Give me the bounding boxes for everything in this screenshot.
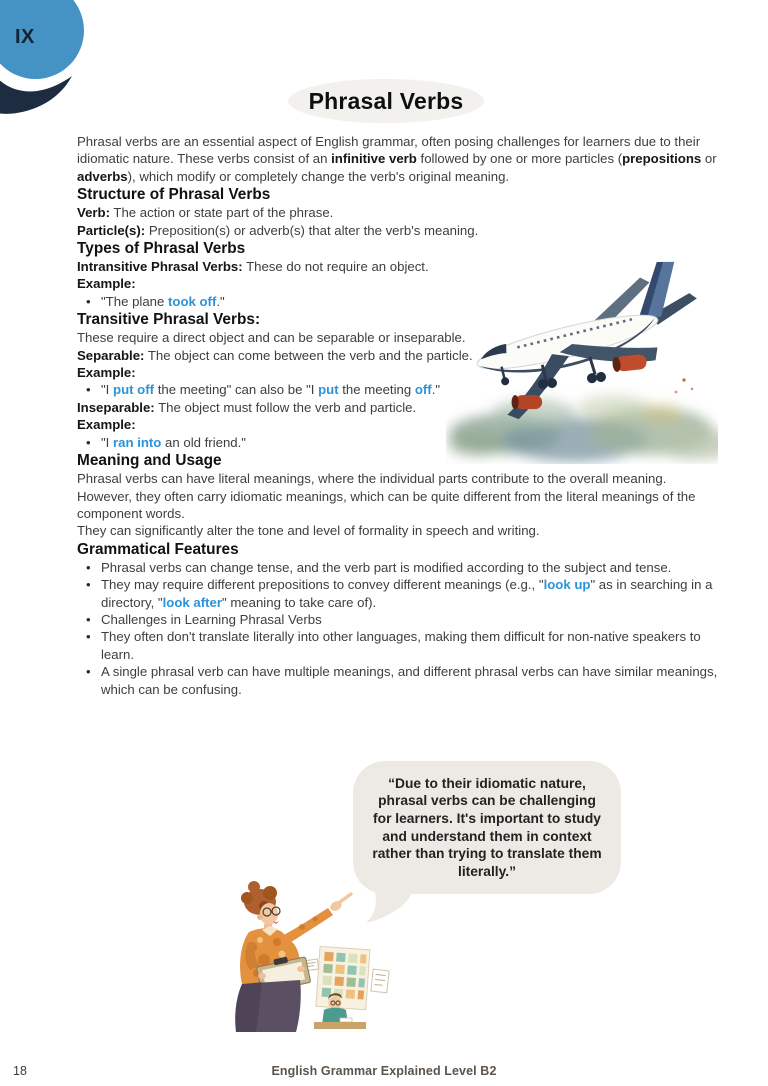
- intransitive-lead: Intransitive Phrasal Verbs: These do not require an object.: [77, 259, 429, 275]
- example-bullet: • "The plane took off.": [77, 293, 723, 310]
- transitive-line: These require a direct object and can be separable or inseparable.: [77, 330, 466, 346]
- grammatical-bullet: • They often don't translate literally into other languages, making them difficult for non-native speakers to learn.: [77, 628, 723, 663]
- transitive-heading: Transitive Phrasal Verbs:: [77, 311, 261, 329]
- meaning-paragraph: Phrasal verbs can have literal meanings, where the individual parts contribute to the overall meaning.: [77, 471, 667, 487]
- classroom-chart: [316, 946, 370, 1009]
- example-label: Example:: [77, 417, 136, 433]
- book-title: English Grammar Explained Level B2: [271, 1064, 497, 1078]
- structure-line: Verb: The action or state part of the phrase.: [77, 205, 334, 221]
- types-heading: Types of Phrasal Verbs: [77, 240, 246, 258]
- unit-badge-circle: [0, 0, 84, 79]
- unit-badge-label: IX: [15, 26, 35, 48]
- grammatical-bullet: • A single phrasal verb can have multiple meanings, and different phrasal verbs can have similar meanings, which can be confusing.: [77, 663, 723, 698]
- example-bullet: • "I ran into an old friend.": [77, 434, 723, 451]
- meaning-paragraph: They can significantly alter the tone and level of formality in speech and writing.: [77, 523, 540, 539]
- airplane-illustration: [446, 248, 718, 464]
- page-number: 18: [13, 1064, 27, 1078]
- small-document: [371, 969, 389, 993]
- page-title-pill: [288, 79, 484, 123]
- transitive-line: Separable: The object can come between the verb and the particle.: [77, 347, 473, 363]
- meaning-heading: Meaning and Usage: [77, 452, 222, 470]
- bullet-list: [77, 559, 723, 698]
- meaning-paragraph: However, they often carry idiomatic meanings, which can be quite different from the literal meanings of the component words.: [77, 488, 696, 521]
- grammatical-bullet: • Phrasal verbs can change tense, and the verb part is modified according to the subject and tense.: [77, 559, 723, 576]
- grammatical-heading: Grammatical Features: [77, 540, 239, 558]
- grammatical-bullet: • They may require different prepositions to convey different meanings (e.g., "look up" as in searching in a directory, "look after" meaning to take care of).: [77, 576, 723, 611]
- example-label: Example:: [77, 276, 136, 292]
- watercolor-clouds: [448, 395, 718, 462]
- teacher-illustration: [202, 872, 402, 1040]
- grammatical-bullet: • Challenges in Learning Phrasal Verbs: [77, 611, 723, 628]
- structure-heading: Structure of Phrasal Verbs: [77, 186, 271, 204]
- example-bullet: • "I put off the meeting" can also be "I put the meeting off.": [77, 381, 723, 398]
- intro-paragraph: Phrasal verbs are an essential aspect of English grammar, often posing challenges for learners due to their idiomatic nature. These verbs consist of an infinitive verb followed by one or more particles (prepositions or adverbs), which modify or completely change the verb's original meaning.: [77, 134, 717, 184]
- page-title: Phrasal Verbs: [308, 87, 464, 114]
- speech-bubble-text: “Due to their idiomatic nature, phrasal verbs can be challenging for learners. It's important to study and understand them in context rather than trying to translate them literally.”: [372, 775, 602, 879]
- example-label: Example:: [77, 365, 136, 381]
- badge-crescent-shape: [0, 70, 76, 122]
- structure-line: Particle(s): Preposition(s) or adverb(s) that alter the verb's meaning.: [77, 222, 479, 238]
- inseparable-lead: Inseparable: The object must follow the verb and particle.: [77, 399, 417, 415]
